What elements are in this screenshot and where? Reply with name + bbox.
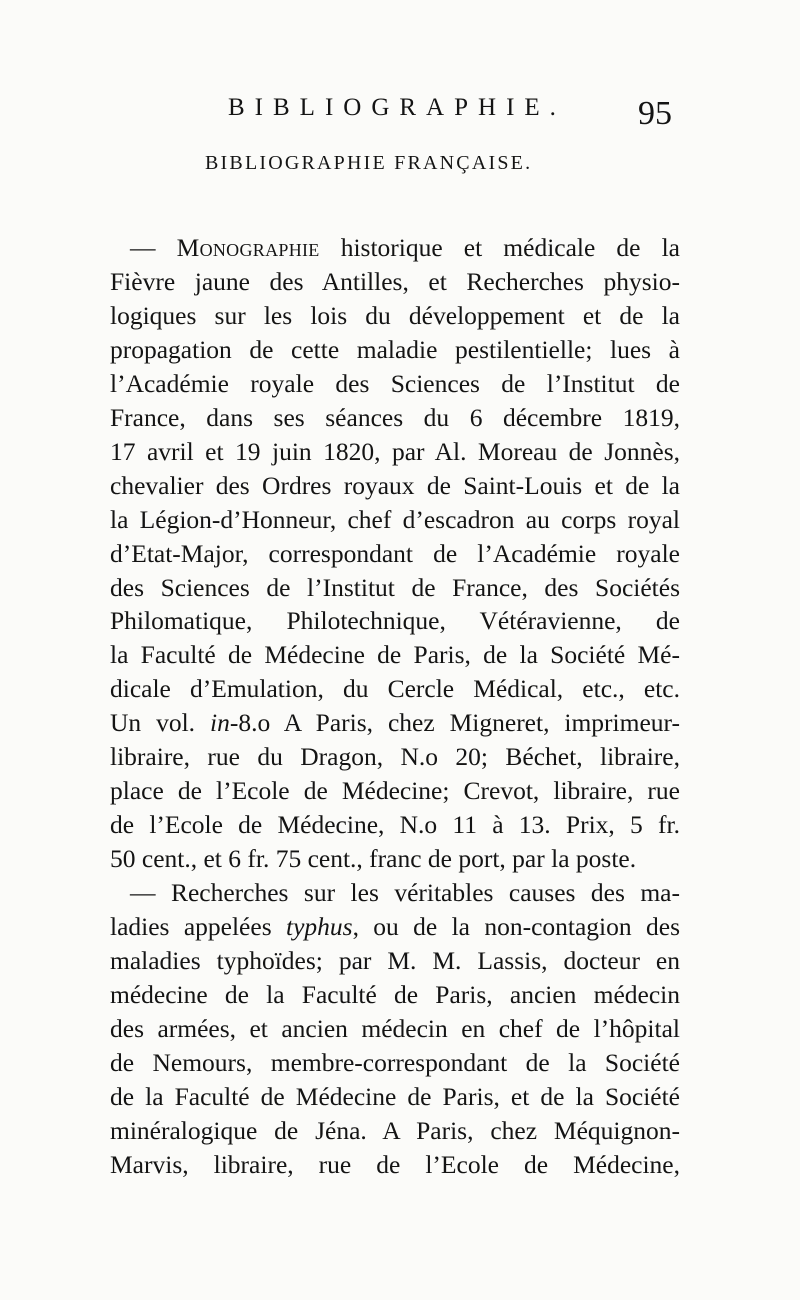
line-text: la Légion-d’Honneur, chef d’escadron au corps royal: [110, 505, 680, 534]
text-line: [110, 978, 680, 1012]
line-text: 50 cent., et 6 fr. 75 cent., franc de port, par la poste.: [110, 844, 637, 873]
text-line: [110, 537, 680, 571]
text-line: [110, 401, 680, 435]
line-text: Un vol.: [110, 708, 210, 737]
entry-dash: —: [130, 878, 171, 907]
text-line: [130, 876, 680, 910]
text-line: [110, 808, 680, 842]
line-text: Recherches sur les véritables causes des ma-: [170, 878, 680, 907]
line-text: médecine de la Faculté de Paris, ancien médecin: [110, 980, 680, 1009]
italic-term: in: [210, 708, 230, 737]
text-line: [110, 367, 680, 401]
text-line: [110, 1046, 680, 1080]
line-text: Fièvre jaune des Antilles, et Recherches physio-: [110, 267, 680, 296]
line-text: l’Académie royale des Sciences de l’Institut de: [110, 369, 680, 398]
text-line: [110, 265, 680, 299]
line-text: ladies appelées: [110, 912, 286, 941]
text-line: [110, 1148, 680, 1182]
line-text: Marvis, libraire, rue de l’Ecole de Médecine,: [110, 1150, 680, 1179]
entry-dash: —: [130, 233, 177, 262]
text-line: [110, 1012, 680, 1046]
line-text: historique et médicale de la: [319, 233, 681, 262]
line-text: Philomatique, Philotechnique, Vétéravienne, de: [110, 606, 680, 635]
page-number: 95: [638, 95, 672, 132]
line-text: la Faculté de Médecine de Paris, de la Société Mé-: [110, 640, 680, 669]
line-text: , ou de la non-contagion des: [352, 912, 680, 941]
line-text: chevalier des Ordres royaux de Saint-Louis et de la: [110, 471, 680, 500]
text-line: [110, 571, 680, 605]
text-line: [110, 774, 680, 808]
text-line: [110, 842, 680, 876]
text-line: [130, 231, 680, 265]
section-title: BIBLIOGRAPHIE FRANÇAISE.: [205, 152, 533, 174]
running-head: [228, 94, 566, 122]
text-line: [110, 706, 680, 740]
line-text: propagation de cette maladie pestilentielle; lues à: [110, 335, 680, 364]
line-text: maladies typhoïdes; par M. M. Lassis, docteur en: [110, 946, 680, 975]
italic-term: typhus: [285, 912, 353, 941]
text-line: [110, 672, 680, 706]
line-text: minéralogique de Jéna. A Paris, chez Méquignon-: [110, 1116, 680, 1145]
text-line: [110, 435, 680, 469]
line-text: de la Faculté de Médecine de Paris, et de la Société: [110, 1082, 680, 1111]
text-line: [110, 740, 680, 774]
text-line: [110, 299, 680, 333]
text-line: [110, 638, 680, 672]
line-text: 17 avril et 19 juin 1820, par Al. Moreau de Jonnès,: [110, 437, 680, 466]
line-text: de Nemours, membre-correspondant de la Société: [110, 1048, 680, 1077]
line-text: des Sciences de l’Institut de France, des Sociétés: [110, 573, 680, 602]
line-text: des armées, et ancien médecin en chef de l’hôpital: [110, 1014, 680, 1043]
text-line: [110, 503, 680, 537]
text-line: [110, 1080, 680, 1114]
line-text: place de l’Ecole de Médecine; Crevot, libraire, rue: [110, 776, 680, 805]
line-text: logiques sur les lois du développement et de la: [110, 301, 680, 330]
line-text: d’Etat-Major, correspondant de l’Académie royale: [110, 539, 680, 568]
text-line: [110, 469, 680, 503]
entry-title-word: Monographie: [176, 233, 320, 262]
running-head-text: BIBLIOGRAPHIE.: [228, 94, 566, 121]
line-text: dicale d’Emulation, du Cercle Médical, etc., etc.: [110, 674, 680, 703]
text-line: [110, 333, 680, 367]
line-text: France, dans ses séances du 6 décembre 1819,: [110, 403, 680, 432]
text-line: [110, 1114, 680, 1148]
line-text: de l’Ecole de Médecine, N.o 11 à 13. Prix, 5 fr.: [110, 810, 680, 839]
line-text: libraire, rue du Dragon, N.o 20; Béchet, libraire,: [110, 742, 680, 771]
text-line: [110, 944, 680, 978]
text-line: [110, 604, 680, 638]
line-text: -8.o A Paris, chez Migneret, imprimeur-: [229, 708, 681, 737]
text-line: [110, 910, 680, 944]
